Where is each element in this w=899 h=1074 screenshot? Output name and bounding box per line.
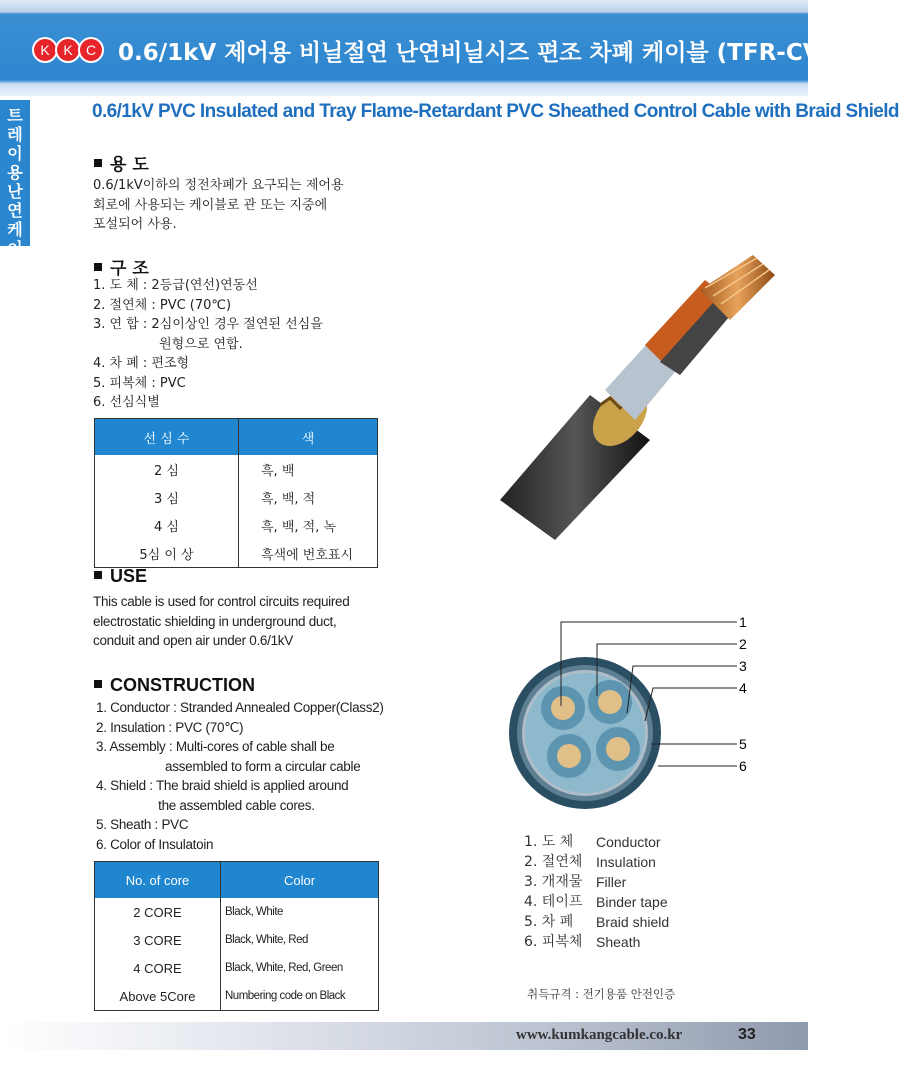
page-footer-bar	[0, 1022, 808, 1050]
table-row	[95, 898, 379, 926]
table-cell: 2 CORE	[95, 898, 221, 926]
legend-ko: 6. 피복체	[524, 934, 583, 950]
text-line: 5. Sheath : PVC	[96, 817, 189, 832]
side-tab-char: 이	[7, 239, 23, 258]
table-cell: Black, White, Red	[221, 926, 379, 954]
construction-ko-list	[93, 276, 323, 413]
bullet-square-icon	[94, 159, 102, 167]
text-line: 4. Shield : The braid shield is applied around	[96, 778, 349, 793]
table-cell: Numbering code on Black	[221, 982, 379, 1011]
callout-label: 3	[739, 658, 747, 674]
text-line: 3. Assembly : Multi-cores of cable shall be	[96, 739, 335, 754]
kkc-logo	[32, 33, 101, 65]
construction-ko-heading-text: 구 조	[110, 259, 149, 279]
page-title: 0.6/1kV 제어용 비닐절연 난연비닐시즈 편조 차폐 케이블 (TFR-CVV-SB)	[118, 40, 891, 66]
side-tab-char: 레	[7, 125, 23, 144]
construction-en-heading	[94, 675, 255, 696]
use-ko-heading-text: 용 도	[110, 155, 149, 175]
use-en-text	[93, 592, 349, 651]
table-cell: 4 심	[95, 511, 239, 539]
table-row	[95, 926, 379, 954]
use-en-heading	[94, 566, 147, 587]
table-cell: Black, White	[221, 898, 379, 926]
callout-label: 2	[739, 636, 747, 652]
table-cell: 흑, 백, 적, 녹	[239, 511, 378, 539]
table-header: 색	[239, 419, 378, 456]
text-line: 0.6/1kV이하의 정전차폐가 요구되는 제어용	[93, 178, 344, 193]
table-cell: 3 심	[95, 483, 239, 511]
table-cell: 4 CORE	[95, 954, 221, 982]
logo-letter: C	[78, 37, 104, 63]
table-row	[95, 982, 379, 1011]
table-row	[95, 455, 378, 483]
legend-en: Conductor	[596, 834, 661, 850]
side-tab-char: 이	[7, 144, 23, 163]
text-line: 2. 절연체 : PVC (70℃)	[93, 297, 232, 313]
legend-item	[524, 872, 669, 892]
text-line: 6. 선심식별	[93, 395, 160, 410]
certification-note: 취득규격 : 전기용품 안전인증	[527, 987, 676, 1001]
table-header: No. of core	[95, 862, 221, 899]
english-subtitle: 0.6/1kV PVC Insulated and Tray Flame-Retardant PVC Sheathed Control Cable with Braid Shield	[92, 101, 899, 122]
legend-en: Sheath	[596, 934, 641, 950]
legend-ko: 3. 개재물	[524, 874, 583, 890]
legend-en: Filler	[596, 874, 627, 890]
table-cell: 5심 이 상	[95, 539, 239, 568]
side-tab-char: 케	[7, 220, 23, 239]
table-cell: Black, White, Red, Green	[221, 954, 379, 982]
construction-en-list	[96, 698, 384, 854]
text-line: the assembled cable cores.	[96, 797, 315, 813]
table-row	[95, 539, 378, 568]
side-tab-char: 용	[7, 163, 23, 182]
side-tab-char: 트	[7, 106, 23, 125]
legend-ko: 4. 테이프	[524, 894, 583, 910]
core-4	[596, 727, 640, 771]
table-header: 선 심 수	[95, 419, 239, 456]
text-line: 1. 도 체 : 2등급(연선)연동선	[93, 278, 258, 293]
text-line: 2. Insulation : PVC (70℃)	[96, 719, 244, 735]
core-2	[588, 680, 632, 724]
logo-letter: K	[32, 37, 58, 63]
core-3	[547, 734, 591, 778]
page-header	[0, 0, 891, 96]
side-tab-char: 블	[7, 258, 23, 277]
callout-label: 5	[739, 736, 747, 752]
text-line: 1. Conductor : Stranded Annealed Copper(Class2)	[96, 700, 384, 715]
core-1	[541, 686, 585, 730]
callout-label: 1	[739, 614, 747, 630]
legend-en: Braid shield	[596, 914, 670, 930]
table-row	[95, 954, 379, 982]
table-row	[95, 511, 378, 539]
cable-cross-section	[505, 610, 765, 835]
text-line: 원형으로 연합.	[93, 336, 243, 352]
text-line: This cable is used for control circuits required	[93, 594, 350, 609]
side-category-tab	[0, 100, 30, 277]
text-line: assembled to form a circular cable	[96, 758, 361, 774]
table-cell: 2 심	[95, 455, 239, 483]
color-table-en	[94, 861, 379, 1011]
component-legend	[524, 832, 669, 952]
callout-label: 6	[739, 758, 747, 774]
table-cell: 흑, 백, 적	[239, 483, 378, 511]
text-line: 3. 연 합 : 2심이상인 경우 절연된 선심을	[93, 317, 323, 332]
cable-photo	[495, 250, 780, 540]
table-header: Color	[221, 862, 379, 899]
legend-en: Insulation	[596, 854, 656, 870]
table-cell: Above 5Core	[95, 982, 221, 1011]
text-line: 포설되어 사용.	[93, 217, 177, 232]
text-line: electrostatic shielding in underground duct,	[93, 613, 337, 629]
page-number: 33	[738, 1026, 756, 1043]
legend-ko: 5. 차 폐	[524, 914, 574, 930]
table-cell: 흑, 백	[239, 455, 378, 483]
legend-ko: 2. 절연체	[524, 854, 583, 870]
legend-item	[524, 852, 669, 872]
callout-label: 4	[739, 680, 747, 696]
construction-en-heading-text: CONSTRUCTION	[110, 675, 255, 695]
legend-en: Binder tape	[596, 894, 668, 910]
color-table-ko	[94, 418, 378, 568]
use-ko-text	[93, 176, 344, 235]
text-line: 5. 피복체 : PVC	[93, 375, 186, 391]
use-ko-heading	[94, 150, 149, 175]
bullet-square-icon	[94, 571, 102, 579]
table-row	[95, 483, 378, 511]
legend-item	[524, 892, 669, 912]
legend-item	[524, 832, 669, 852]
bullet-square-icon	[94, 680, 102, 688]
bullet-square-icon	[94, 263, 102, 271]
text-line: 회로에 사용되는 케이블로 관 또는 지중에	[93, 197, 328, 213]
legend-item	[524, 932, 669, 952]
table-cell: 흑색에 번호표시	[239, 539, 378, 568]
side-tab-char: 난	[7, 182, 23, 201]
use-en-heading-text: USE	[110, 566, 148, 586]
text-line: conduit and open air under 0.6/1kV	[93, 633, 293, 648]
text-line: 4. 차 폐 : 편조형	[93, 356, 190, 371]
side-tab-char: 연	[7, 201, 23, 220]
legend-ko: 1. 도 체	[524, 834, 574, 850]
website-url[interactable]: www.kumkangcable.co.kr	[516, 1027, 683, 1043]
text-line: 6. Color of Insulatoin	[96, 836, 214, 852]
legend-item	[524, 912, 669, 932]
logo-letter: K	[55, 37, 81, 63]
table-cell: 3 CORE	[95, 926, 221, 954]
